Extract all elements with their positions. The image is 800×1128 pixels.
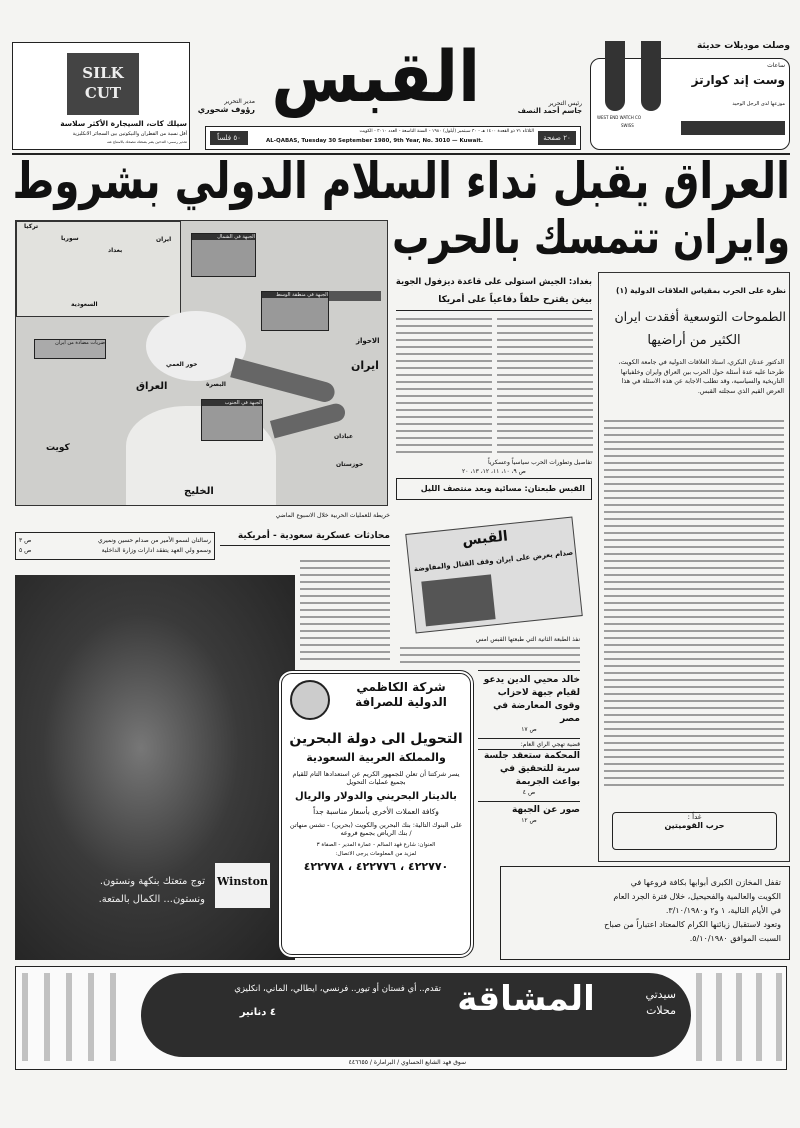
map-label: عبادان [334,433,354,440]
map-callout [201,399,263,441]
silk-cut-logo [67,53,139,115]
ref-text: وسمو ولي العهد يتفقد ادارات وزارة الداخلية [101,547,211,554]
map-label: خوزستان [336,461,364,468]
dateline-bar [205,126,581,150]
editor-in-chief [510,100,582,115]
map-label: ايران [156,236,172,243]
attack-arrow [230,358,337,404]
currencies: بالدينار البحريني والدولار والريال [295,791,457,802]
pages-badge: ٢٠ صفحة [538,131,576,145]
center-kicker: بغداد: الجيش استولى على قاعدة ديزفول الجوية [395,277,592,287]
notice-line: تقفل المخازن الكبرى أبوابها بكافة فروعها في [630,878,781,887]
name: جاسم أحمد النصف [517,107,582,115]
tomorrow-topic: حرب القوميتين [664,821,725,830]
brief-page: ص ١٢ [521,817,537,824]
war-map [15,220,388,506]
article-text [396,318,492,456]
right-lead: الدكتور عدنان البكري، استاذ العلاقات الدولية في جامعة الكويت، طرحنا عليه عدة أسئلة حول الحرب بين العراق وايران وخلفياتها التاريخية والسياسية، وقد تطلب الاجابة عن هذه الاسئلة في هذا العرض القيم الذي سجلته القبس. [618,359,784,395]
contact: لمزيد من المعلومات يرجى الاتصال: [335,851,417,857]
sub-brand: سيدتي محلات [645,988,676,1017]
brief-page: ص ١٧ [521,726,537,733]
clipping-headline: صدام يعرض على ايران وقف القتال والمفاوضة [413,548,574,574]
others: وكافة العملات الأخرى بأسعار مناسبة جداً [313,807,439,816]
watch-shape-icon [641,41,661,111]
map-label: بغداد [108,247,123,254]
map-caption: خريطة للعمليات الحربية خلال الاسبوع الماضي [275,512,390,519]
banks: على البنوك التالية: بنك البحرين والكويت (بحرين) - تشس منهاتن / بنك الرياض بجميع فروعه [289,821,463,837]
clipping-masthead: القبس [461,528,509,550]
winston-slogan: ونستون... الكمال بالمتعة. [98,894,205,905]
map-label: البصرة [206,381,226,388]
dateline-arabic: الثلاثاء ٢١ ذو القعدة ١٤٠٠ هـ - ٣٠ سبتمبر (أيلول) ١٩٨٠ - السنة التاسعة - العدد ٣٠١٠ - الكويت [359,129,534,134]
brief-item[interactable] [478,670,580,734]
west-end-ad [590,58,790,150]
fashion-illustration [22,973,132,1061]
map-label: الاحواز [356,337,380,345]
address: العنوان: شارع فهد السالم - عمارة المدير - الصفاة ٣ [316,842,436,848]
clipping-photo [421,574,495,626]
makhazen-notice [500,866,790,960]
center-subhead: بيغن يقترح حلفاً دفاعياً على أمريكا [438,295,592,305]
notice-line: في الأيام التالية، ١ و٢ و٣/١٠/١٩٨٠. [665,906,781,915]
silk-cut-tagline: سيلك كات، السيجارة الأكثر سلاسة [60,119,187,128]
dealer-bar [681,121,785,135]
phones: ٤٢٢٧٧٠ ، ٤٢٢٧٧٦ ، ٤٢٢٧٧٨ [303,860,449,873]
managing-editor [195,98,255,114]
silk-cut-ad [12,42,190,150]
map-label: الخليج [184,486,214,497]
notice-line: السبت الموافق ٥/١٠/١٩٨٠. [689,934,781,943]
notice-line: الكويت والعالمية والفحيحيل، خلال فترة الجرد العام [613,892,781,901]
ref-line[interactable] [19,546,211,556]
article-text [400,647,580,664]
ref-text: رسالتان لسمو الأمير من صدام حسين ونميري [98,537,211,544]
winston-slogan: توج متعتك بنكهة ونستون. [99,876,205,887]
body-text: يسر شركتنا أن تعلن للجمهور الكريم عن استعدادها التام للقيام بجميع عمليات التحويل [292,770,460,786]
details-line: تفاصيل وتطورات الحرب سياسياً وعسكرياً [487,459,592,466]
map-label: ايران [351,359,379,372]
brief-text: خالد محيي الدين يدعو لقيام جبهة لاحزاب وقوى المعارضة في مصر [483,675,580,724]
map-label: خور العمي [166,361,198,368]
watch-text: WEST END WATCH CO [597,115,641,120]
price-text: ٤ دنانير [239,1007,276,1018]
watch-label: ساعات [767,62,785,69]
winston-ad [15,575,295,960]
right-kicker: نظرة على الحرب بمقياس العلاقات الدولية (١) [616,286,786,295]
map-label: تركيا [24,223,39,230]
mashaqa-ad [15,966,787,1070]
tomorrow-label: غداً : [687,813,702,821]
masthead-logo: القبس [271,37,480,119]
brief-item[interactable] [478,738,580,797]
saudi-line: والمملكة العربية السعودية [306,751,446,764]
west-end-brand: وست إند كوارتز [691,73,785,87]
ref-line[interactable] [19,536,211,546]
dateline-english: AL-QABAS, Tuesday 30 September 1980, 9th Year, No. 3010 — Kuwait. [266,138,483,144]
name: رؤوف شحوري [197,105,255,114]
label: رئيس التحرير [548,100,582,107]
transfer-headline: التحويل الى دولة البحرين [289,731,463,747]
map-label: العراق [136,381,168,392]
notice-line: وتعود لاستقبال زبائنها الكرام كالمعتاد اعتباراً من صباح [604,920,781,929]
winston-pack: Winston [215,863,270,908]
map-callout [261,291,329,331]
fashion-illustration [696,973,782,1061]
brand-line: SILK [82,64,124,82]
address-text: سوق فهد الشايع الحساوي / البرامارة / ٤٤٦٦٥٥ [348,1059,466,1066]
right-title-line1: الطموحات التوسعية أفقدت ايران [614,309,786,324]
company-name: شركة الكاظمي الدولية للصرافة [355,680,447,709]
clipping-caption: نفذ الطبعة الثانية التي طبعتها القبس امس [475,636,580,643]
right-title-line2: الكثير من أراضيها [647,333,741,348]
map-label: السعودية [71,301,98,308]
offer-text: تقدم.. أي فستان أو تيور.. فرنسي، ايطالي، الماني، انكليزي [234,984,441,994]
ref-page: ص ٣ [19,537,32,544]
refs-box [15,532,215,560]
brief-text: صور عن الجبهة [511,805,580,815]
mashaqa-brand: المشاقة [457,979,595,1019]
map-callout [191,233,256,277]
watch-shape-icon [605,41,625,111]
saudi-talks-headline: محادثات عسكرية سعودية - أمريكية [220,530,390,546]
article-text [604,420,784,788]
brand-line: CUT [84,84,122,102]
kazemi-exchange-ad [278,670,474,958]
brief-page: ص ٤ [522,789,536,796]
dealer-text: موزعها لدى الرجل الوحيد [732,101,785,107]
tomorrow-box [612,812,777,850]
label: مدير التحرير [224,98,255,105]
callout-title: الجبهة في الشمال [192,234,255,240]
map-label: كويت [46,443,70,453]
attack-arrow [326,291,381,301]
callout-title: الجبهة في الجنوب [202,400,262,406]
briefs-column [478,670,580,825]
article-text [300,560,390,665]
silk-cut-subline: أقل نسبة من القطران والنيكوتين بين السجائر الانكليزية [72,131,187,137]
brief-text: المحكمة ستعقد جلسة سرية للتحقيق في بواعث الجريمة [483,751,580,787]
brief-item[interactable] [478,801,580,825]
map-callout: ضربات مضادة من ايران [34,339,106,359]
page-refs: ص ٩، ١٠، ١١، ١٢، ١٣، ٢٠ [462,468,526,475]
main-headline: العراق يقبل نداء السلام الدولي بشروط [12,152,790,210]
sub-headline: وايران تتمسك بالحرب [392,210,790,264]
callout-title: الجبهة في منطقة الوسط [262,292,328,298]
brief-kicker: قضية تهجي الراي العام: [478,741,580,750]
map-label: سوريا [61,235,79,242]
swiss-text: SWISS [621,123,634,128]
newspaper-clipping [405,516,583,633]
logo-globe-icon [290,680,330,720]
edition-box: القبس طبعتان: مسائية وبعد منتصف الليل [396,478,592,500]
ref-page: ص ٥ [19,547,32,554]
divider [396,310,592,311]
article-text [497,318,593,456]
silk-cut-warning: تحذير رسمي: التدخين يضر بصحتك ننصحك بالامتناع عنه [106,140,187,144]
price-badge: ٥٠ فلساً [210,131,248,145]
west-end-top: وصلت موديلات حديثة [696,41,790,51]
